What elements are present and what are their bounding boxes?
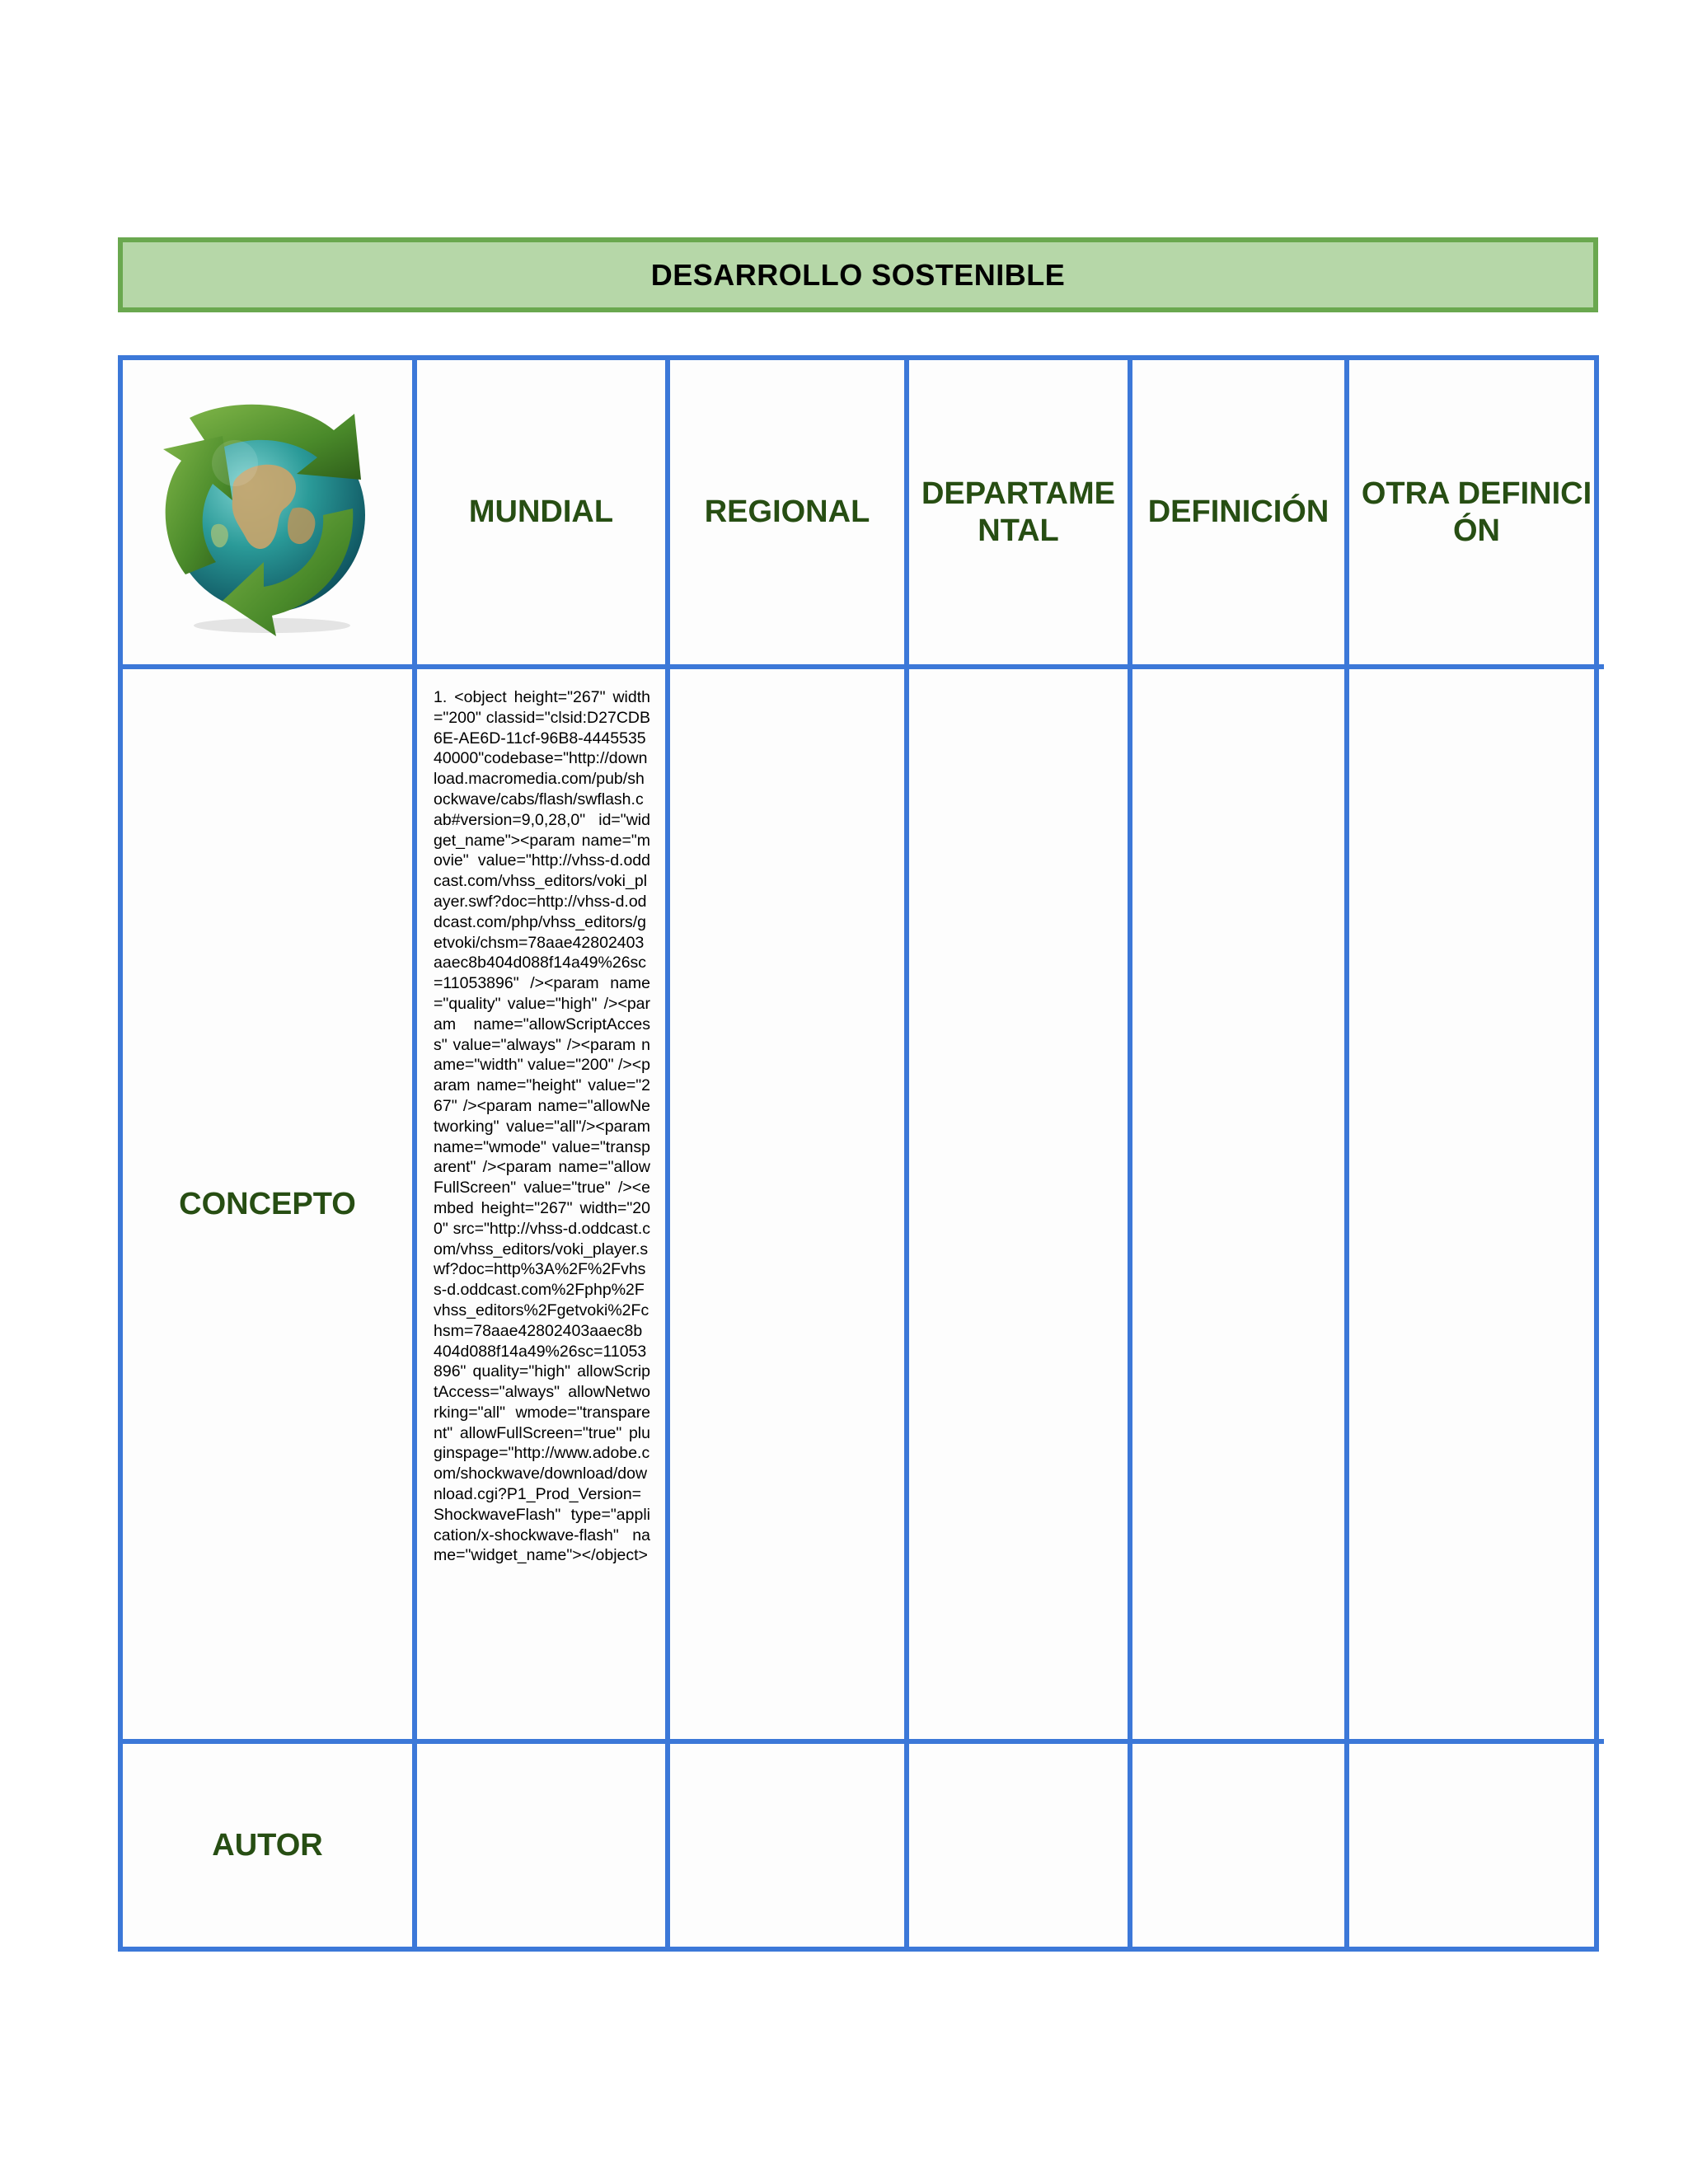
row-label: AUTOR	[212, 1827, 323, 1863]
concepto-mundial-cell[interactable]	[417, 669, 670, 1744]
column-header-mundial	[417, 360, 670, 669]
column-header-otra-definicion	[1349, 360, 1604, 669]
column-header-regional	[670, 360, 909, 669]
autor-mundial-cell[interactable]	[417, 1744, 670, 1947]
embed-code-text: 1. <object height="267" width="200" classid="clsid:D27CDB6E-AE6D-11cf-96B8-444553540000"codebase="http://download.macromedia.com/pub/shockwave/cabs/flash/swflash.cab#version=9,0,28,0" id="widget_name"><param name="movie" value="http://vhss-d.oddcast.com/vhss_editors/voki_player.swf?doc=http://vhss-d.oddcast.com/php/vhss_editors/getvoki/chsm=78aae42802403aaec8b404d088f14a49%26sc=11053896" /><param name="quality" value="high" /><param name="allowScriptAccess" value="always" /><param name="width" value="200" /><param name="height" value="267" /><param name="allowNetworking" value="all"/><param name="wmode" value="transparent" /><param name="allowFullScreen" value="true" /><embed height="267" width="200" src="http://vhss-d.oddcast.com/vhss_editors/voki_player.swf?doc=http%3A%2F%2Fvhss-d.oddcast.com%2Fphp%2Fvhss_editors%2Fgetvoki%2Fchsm=78aae42802403aaec8b404d088f14a49%26sc=11053896" quality="high" allowScriptAccess="always" allowNetworking="all" wmode="transparent" allowFullScreen="true" pluginspage="http://www.adobe.com/shockwave/download/download.cgi?P1_Prod_Version=ShockwaveFlash" type="application/x-shockwave-flash" name="widget_name"></object>	[434, 688, 650, 1565]
column-header-label: DEPARTAMENTAL	[921, 476, 1116, 548]
concepto-definicion-cell[interactable]	[1132, 669, 1349, 1744]
concepto-otra-definicion-cell[interactable]	[1349, 669, 1604, 1744]
recycling-globe-icon	[140, 385, 396, 640]
column-header-definicion	[1132, 360, 1349, 669]
column-header-departamental	[909, 360, 1132, 669]
column-header-label: REGIONAL	[704, 494, 870, 529]
row-label-concepto	[123, 669, 417, 1744]
row-label: CONCEPTO	[179, 1186, 356, 1221]
column-header-label: DEFINICIÓN	[1147, 494, 1329, 529]
column-header-label: MUNDIAL	[468, 494, 614, 529]
autor-regional-cell[interactable]	[670, 1744, 909, 1947]
document-title: DESARROLLO SOSTENIBLE	[650, 257, 1066, 292]
row-label-autor	[123, 1744, 417, 1947]
autor-departamental-cell[interactable]	[909, 1744, 1132, 1947]
autor-definicion-cell[interactable]	[1132, 1744, 1349, 1947]
column-header-label: OTRA DEFINICIÓN	[1361, 476, 1592, 548]
header-image-cell	[123, 360, 417, 669]
concepto-regional-cell[interactable]	[670, 669, 909, 1744]
document-title-bar	[118, 237, 1598, 312]
sustainability-table	[118, 355, 1599, 1952]
concepto-departamental-cell[interactable]	[909, 669, 1132, 1744]
autor-otra-definicion-cell[interactable]	[1349, 1744, 1604, 1947]
